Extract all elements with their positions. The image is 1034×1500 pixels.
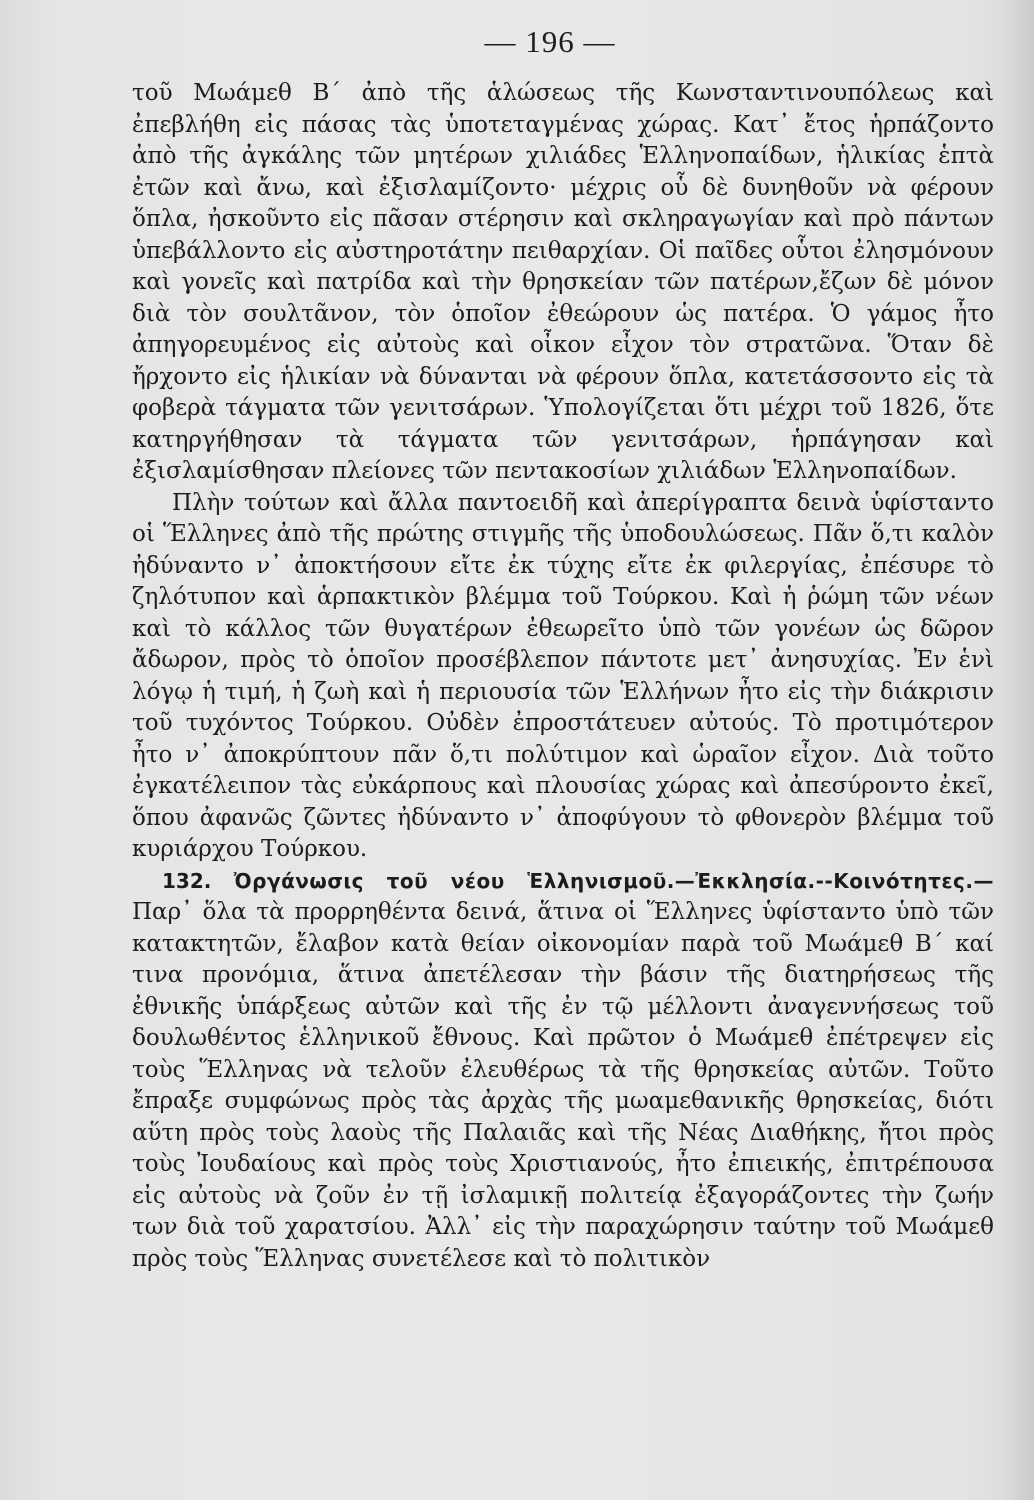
page-number: — 196 — <box>484 24 616 59</box>
page-edge-shadow <box>1004 0 1034 1500</box>
paragraph-janissaries: τοῦ Μωάμεθ Β΄ ἀπὸ τῆς ἁλώσεως τῆς Κωνσταντινουπόλεως καὶ ἐπεβλήθη εἰς πάσας τὰς ὑποτεταγμένας χώρας. Κατ᾽ ἔτος ἡρπάζοντο ἀπὸ τῆς ἀγκάλης τῶν μητέρων χιλιάδες Ἑλληνοπαίδων, ἡλικίας ἑπτὰ ἐτῶν καὶ ἄνω, καὶ ἐξισλαμίζοντο· μέχρις οὗ δὲ δυνηθοῦν νὰ φέρουν ὅπλα, ἠσκοῦντο εἰς πᾶσαν στέρησιν καὶ σκληραγωγίαν καὶ πρὸ πάντων ὑπεβάλλοντο εἰς αὐστηροτάτην πειθαρχίαν. Οἱ παῖδες οὗτοι ἐλησμόνουν καὶ γονεῖς καὶ πατρίδα καὶ τὴν θρησκείαν τῶν πατέρων,ἔζων δὲ μόνον διὰ τὸν σουλτᾶνον, τὸν ὁποῖον ἐθεώρουν ὡς πατέρα. Ὁ γάμος ἦτο ἀπηγορευμένος εἰς αὐτοὺς καὶ οἶκον εἶχον τὸν στρατῶνα. Ὅταν δὲ ἤρχοντο εἰς ἡλικίαν νὰ δύνανται νὰ φέρουν ὅπλα, κατετάσσοντο εἰς τὰ φοβερὰ τάγματα τῶν γενιτσάρων. Ὑπολογίζεται ὅτι μέχρι τοῦ 1826, ὅτε κατηργήθησαν τὰ τάγματα τῶν γενιτσάρων, ἡρπάγησαν καὶ ἐξισλαμίσθησαν πλείονες τῶν πεντακοσίων χιλιάδων Ἑλληνοπαίδων. <box>132 80 994 484</box>
body-text <box>132 78 994 1275</box>
section-text: Παρ᾽ ὅλα τὰ προρρηθέντα δεινά, ἅτινα οἱ Ἕλληνες ὑφίσταντο ὑπὸ τῶν κατακτητῶν, ἔλαβον κατὰ θείαν οἰκονομίαν παρὰ τοῦ Μωάμεθ Β΄ καί τινα προνόμια, ἅτινα ἀπετέλεσαν τὴν βάσιν τῆς διατηρήσεως τῆς ἐθνικῆς ὑπάρξεως αὐτῶν καὶ τῆς ἐν τῷ μέλλοντι ἀναγεννήσεως τοῦ δουλωθέντος ἑλληνικοῦ ἔθνους. Καὶ πρῶτον ὁ Μωάμεθ ἐπέτρεψεν εἰς τοὺς Ἕλληνας νὰ τελοῦν ἐλευθέρως τὰ τῆς θρησκείας αὐτῶν. Τοῦτο ἔπραξε συμφώνως πρὸς τὰς ἀρχὰς τῆς μωαμεθανικῆς θρησκείας, διότι αὕτη πρὸς τοὺς λαοὺς τῆς Παλαιᾶς καὶ τῆς Νέας Διαθήκης, ἤτοι πρὸς τοὺς Ἰουδαίους καὶ πρὸς τοὺς Χριστιανούς, ἦτο ἐπιεικής, ἐπιτρέπουσα εἰς αὐτοὺς νὰ ζοῦν ἐν τῇ ἰσλαμικῇ πολιτείᾳ ἐξαγοράζοντες τὴν ζωήν των διὰ τοῦ χαρατσίου. Ἀλλ᾽ εἰς τὴν παραχώρησιν ταύτην τοῦ Μωάμεθ πρὸς τοὺς Ἕλληνας συνετέλεσε καὶ τὸ πολιτικὸν <box>132 899 994 1272</box>
section-number: 132. <box>162 868 212 893</box>
section-title: Ὀργάνωσις τοῦ νέου Ἑλληνισμοῦ.—Ἐκκλησία.--Κοινότητες.— <box>233 868 994 893</box>
paragraph-sufferings: Πλὴν τούτων καὶ ἄλλα παντοειδῆ καὶ ἀπερίγραπτα δεινὰ ὑφίσταντο οἱ Ἕλληνες ἀπὸ τῆς πρώτης στιγμῆς τῆς ὑποδουλώσεως. Πᾶν ὅ,τι καλὸν ἠδύναντο ν᾽ ἀποκτήσουν εἴτε ἐκ τύχης εἴτε ἐκ φιλεργίας, ἐπέσυρε τὸ ζηλότυπον καὶ ἁρπακτικὸν βλέμμα τοῦ Τούρκου. Καὶ ἡ ῥώμη τῶν νέων καὶ τὸ κάλλος τῶν θυγατέρων ἐθεωρεῖτο ὑπὸ τῶν γονέων ὡς δῶρον ἄδωρον, πρὸς τὸ ὁποῖον προσέβλεπον πάντοτε μετ᾽ ἀνησυχίας. Ἐν ἑνὶ λόγῳ ἡ τιμή, ἡ ζωὴ καὶ ἡ περιουσία τῶν Ἑλλήνων ἦτο εἰς τὴν διάκρισιν τοῦ τυχόντος Τούρκου. Οὐδὲν ἐπροστάτευεν αὐτούς. Τὸ προτιμότερον ἦτο ν᾽ ἀποκρύπτουν πᾶν ὅ,τι πολύτιμον καὶ ὡραῖον εἶχον. Διὰ τοῦτο ἐγκατέλειπον τὰς εὐκάρπους καὶ πλουσίας χώρας καὶ ἀπεσύροντο ἐκεῖ, ὅπου ἀφανῶς ζῶντες ἠδύναντο ν᾽ ἀποφύγουν τὸ φθονερὸν βλέμμα τοῦ κυριάρχου Τούρκου. <box>132 489 994 862</box>
section-132 <box>132 866 994 1276</box>
